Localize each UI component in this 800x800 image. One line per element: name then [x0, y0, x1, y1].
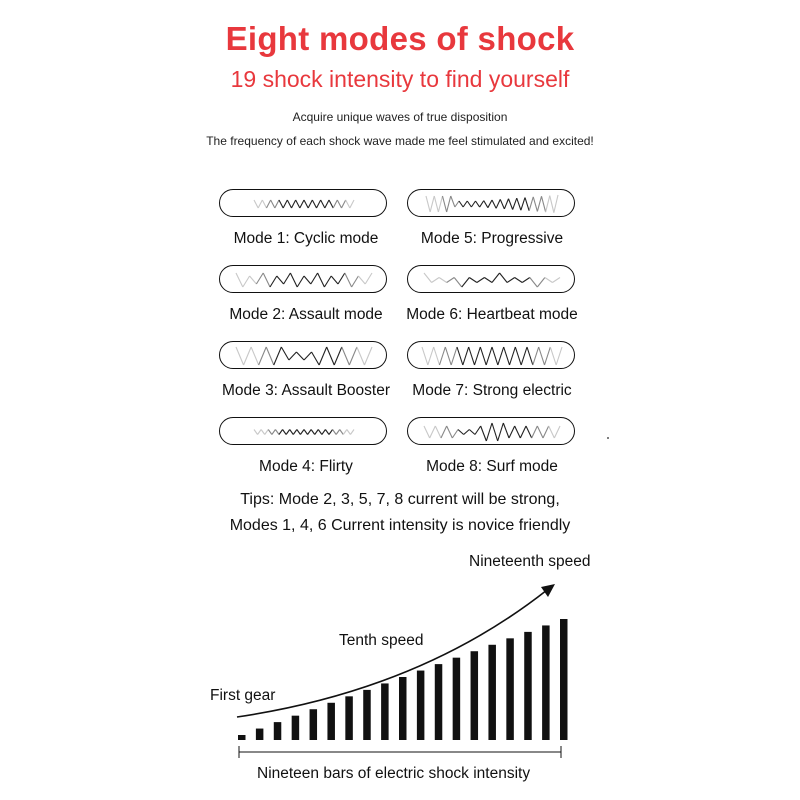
- mode-6-label: Mode 6: Heartbeat mode: [406, 306, 578, 323]
- intensity-bar-11: [417, 671, 425, 740]
- wave-strong-icon: [408, 342, 576, 370]
- mode-4-wave-pill: [219, 417, 387, 445]
- mode-8-wave-pill: [407, 417, 575, 445]
- mode-5-wave-pill: [407, 189, 575, 217]
- mode-1-label: Mode 1: Cyclic mode: [233, 230, 379, 247]
- mode-6-wave-pill: [407, 265, 575, 293]
- intensity-bar-13: [453, 658, 461, 740]
- wave-surf-icon: [408, 418, 576, 446]
- tagline-2: The frequency of each shock wave made me feel stimulated and excited!: [206, 134, 594, 148]
- tips-line-2: Modes 1, 4, 6 Current intensity is novice friendly: [229, 517, 571, 534]
- wave-progressive-icon: [408, 190, 576, 218]
- intensity-bar-5: [310, 709, 318, 740]
- intensity-bar-16: [506, 638, 514, 740]
- page-subtitle: 19 shock intensity to find yourself: [230, 66, 570, 92]
- intensity-bar-2: [256, 729, 264, 740]
- intensity-bar-1: [238, 735, 246, 740]
- mode-4-label: Mode 4: Flirty: [259, 458, 353, 475]
- mode-3-wave-pill: [219, 341, 387, 369]
- growth-arrow-line: [237, 590, 547, 717]
- mode-7-label: Mode 7: Strong electric: [412, 382, 572, 399]
- intensity-bar-chart: [0, 540, 800, 800]
- tips-line-1: Tips: Mode 2, 3, 5, 7, 8 current will be strong,: [240, 491, 560, 508]
- intensity-bar-7: [345, 696, 353, 740]
- mode-1-wave-pill: [219, 189, 387, 217]
- mode-3-label: Mode 3: Assault Booster: [221, 382, 390, 399]
- annotation-first-gear: First gear: [210, 687, 276, 704]
- intensity-bar-19: [560, 619, 568, 740]
- intensity-bar-18: [542, 625, 550, 740]
- intensity-bar-17: [524, 632, 532, 740]
- intensity-bar-10: [399, 677, 407, 740]
- intensity-bar-6: [327, 703, 335, 740]
- decorative-dot: [607, 437, 609, 439]
- wave-booster-icon: [220, 342, 388, 370]
- wave-cyclic-icon: [220, 190, 388, 218]
- annotation-nineteenth-speed: Nineteenth speed: [469, 553, 591, 570]
- chart-x-label: Nineteen bars of electric shock intensity: [257, 765, 531, 782]
- page-title: Eight modes of shock: [225, 20, 575, 57]
- intensity-bar-8: [363, 690, 371, 740]
- mode-7-wave-pill: [407, 341, 575, 369]
- annotation-tenth-speed: Tenth speed: [339, 632, 424, 649]
- intensity-bar-4: [292, 716, 300, 740]
- growth-arrow-head-icon: [541, 584, 555, 597]
- mode-2-label: Mode 2: Assault mode: [229, 306, 383, 323]
- intensity-bar-9: [381, 683, 389, 740]
- intensity-bar-12: [435, 664, 443, 740]
- wave-assault-icon: [220, 266, 388, 294]
- intensity-bar-3: [274, 722, 282, 740]
- wave-flirty-icon: [220, 418, 388, 446]
- wave-heartbeat-icon: [408, 266, 576, 294]
- intensity-bar-14: [471, 651, 479, 740]
- mode-5-label: Mode 5: Progressive: [420, 230, 564, 247]
- mode-8-label: Mode 8: Surf mode: [426, 458, 558, 475]
- mode-2-wave-pill: [219, 265, 387, 293]
- tagline-1: Acquire unique waves of true disposition: [292, 110, 508, 124]
- intensity-bar-15: [488, 645, 496, 740]
